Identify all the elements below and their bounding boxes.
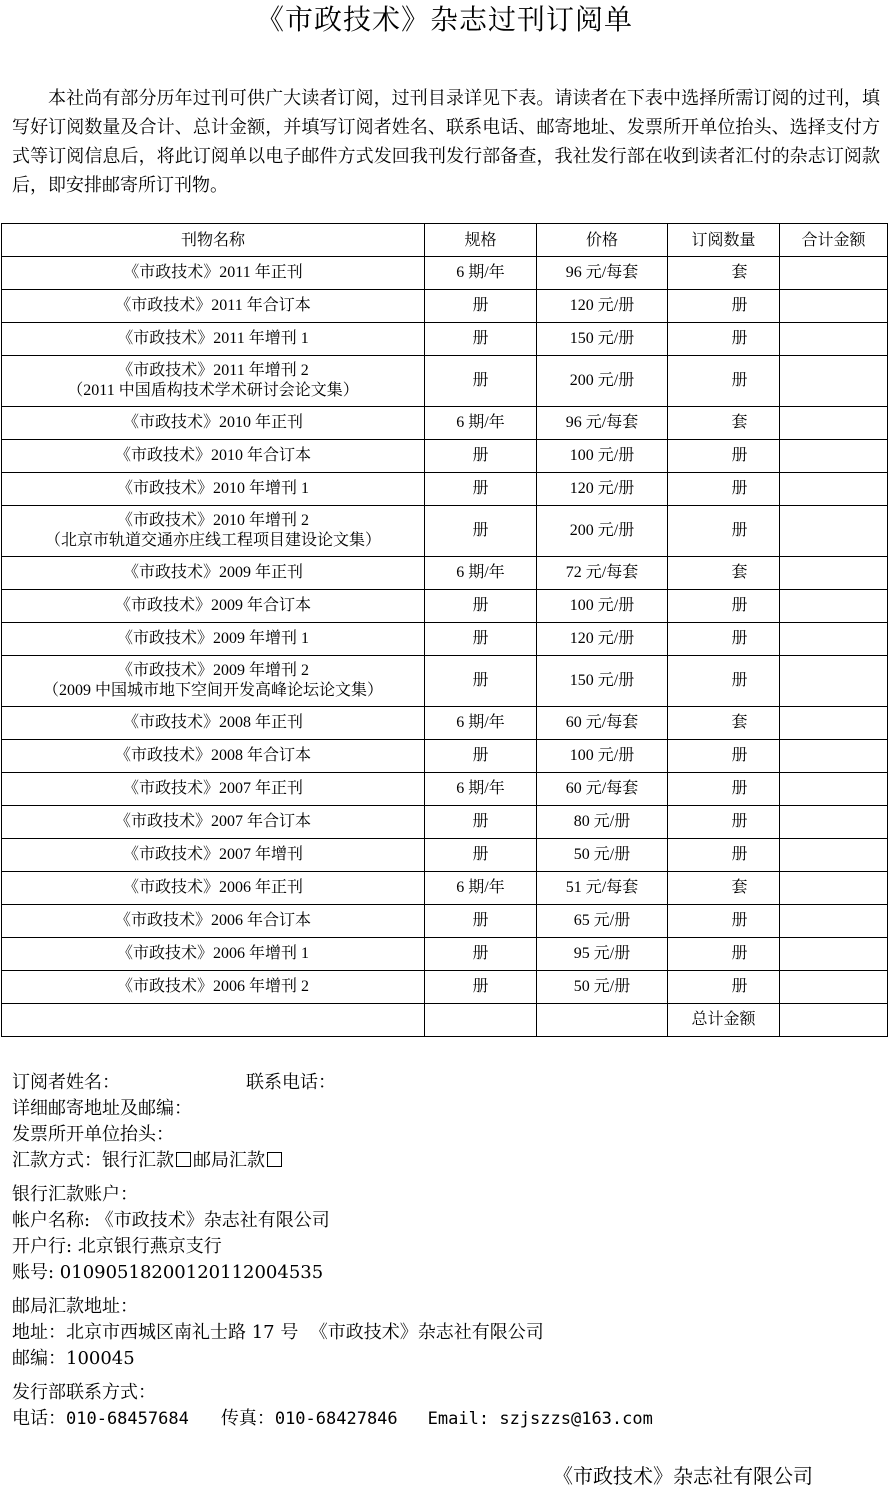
price-cell: 200 元/册 bbox=[537, 356, 668, 407]
phone-label: 联系电话： bbox=[246, 1072, 336, 1093]
spec-cell: 册 bbox=[425, 938, 537, 971]
quantity-cell[interactable]: 册 bbox=[668, 806, 780, 839]
contact-phone-label: 电话： bbox=[12, 1408, 66, 1429]
quantity-cell[interactable]: 册 bbox=[668, 290, 780, 323]
publication-name: 《市政技术》2008 年正刊 bbox=[122, 714, 303, 731]
contact-phone: 010-68457684 bbox=[66, 1409, 189, 1429]
quantity-cell[interactable]: 册 bbox=[668, 740, 780, 773]
publication-name-cell bbox=[2, 290, 425, 323]
post-transfer-checkbox[interactable] bbox=[267, 1152, 282, 1167]
header-name: 刊物名称 bbox=[2, 224, 425, 257]
contact-heading: 发行部联系方式： bbox=[12, 1382, 156, 1403]
amount-cell[interactable] bbox=[780, 407, 888, 440]
intro-paragraph: 本社尚有部分历年过刊可供广大读者订阅，过刊目录详见下表。请读者在下表中选择所需订阅的过刊，填写好订阅数量及合计、总计金额，并填写订阅者姓名、联系电话、邮寄地址、发票所开单位抬头、选择支付方式等订阅信息后，将此订阅单以电子邮件方式发回我刊发行部备查，我社发行部在收到读者汇付的杂志订阅款后，即安排邮寄所订刊物。 bbox=[12, 88, 880, 196]
quantity-cell[interactable]: 册 bbox=[668, 623, 780, 656]
amount-cell[interactable] bbox=[780, 356, 888, 407]
payment-bank-label: 银行汇款 bbox=[102, 1150, 174, 1171]
table-row bbox=[2, 656, 888, 707]
publication-name: 《市政技术》2009 年合订本 bbox=[114, 597, 311, 614]
amount-cell[interactable] bbox=[780, 590, 888, 623]
amount-cell[interactable] bbox=[780, 557, 888, 590]
table-row bbox=[2, 773, 888, 806]
total-label: 总计金额 bbox=[668, 1004, 780, 1037]
post-address: 地址：北京市西城区南礼士路 17 号 《市政技术》杂志社有限公司 bbox=[12, 1322, 544, 1343]
table-row bbox=[2, 806, 888, 839]
spec-cell: 册 bbox=[425, 623, 537, 656]
total-row bbox=[2, 1004, 888, 1037]
price-cell: 50 元/册 bbox=[537, 971, 668, 1004]
post-zip: 邮编：100045 bbox=[12, 1348, 135, 1369]
amount-cell[interactable] bbox=[780, 905, 888, 938]
amount-cell[interactable] bbox=[780, 806, 888, 839]
quantity-cell[interactable]: 册 bbox=[668, 839, 780, 872]
price-cell: 95 元/册 bbox=[537, 938, 668, 971]
price-cell: 51 元/每套 bbox=[537, 872, 668, 905]
price-cell: 120 元/册 bbox=[537, 473, 668, 506]
contact-email-link[interactable]: szjszzs@163.com bbox=[499, 1409, 653, 1429]
publication-name: 《市政技术》2010 年正刊 bbox=[122, 414, 303, 431]
publication-name-cell bbox=[2, 839, 425, 872]
table-row bbox=[2, 707, 888, 740]
publication-name: 《市政技术》2006 年合订本 bbox=[114, 912, 311, 929]
publication-name-cell bbox=[2, 623, 425, 656]
table-row bbox=[2, 323, 888, 356]
bank-transfer-checkbox[interactable] bbox=[176, 1152, 191, 1167]
table-row bbox=[2, 290, 888, 323]
spec-cell: 册 bbox=[425, 740, 537, 773]
publication-name: 《市政技术》2006 年正刊 bbox=[122, 879, 303, 896]
price-cell: 120 元/册 bbox=[537, 623, 668, 656]
publication-name-cell bbox=[2, 773, 425, 806]
spec-cell: 6 期/年 bbox=[425, 707, 537, 740]
amount-cell[interactable] bbox=[780, 740, 888, 773]
quantity-cell[interactable]: 册 bbox=[668, 773, 780, 806]
amount-cell[interactable] bbox=[780, 872, 888, 905]
publication-name: 《市政技术》2011 年合订本 bbox=[115, 297, 311, 314]
bank-account-number: 账号: 01090518200120112004535 bbox=[12, 1262, 324, 1283]
payment-post-label: 邮局汇款 bbox=[193, 1150, 265, 1171]
table-row bbox=[2, 623, 888, 656]
spec-cell: 册 bbox=[425, 440, 537, 473]
publication-name: 《市政技术》2009 年正刊 bbox=[122, 564, 303, 581]
publication-name-cell bbox=[2, 938, 425, 971]
total-blank-cell bbox=[2, 1004, 425, 1037]
spec-cell: 册 bbox=[425, 290, 537, 323]
spec-cell: 6 期/年 bbox=[425, 872, 537, 905]
header-spec: 规格 bbox=[425, 224, 537, 257]
header-quantity: 订阅数量 bbox=[668, 224, 780, 257]
price-cell: 72 元/每套 bbox=[537, 557, 668, 590]
contact-fax: 010-68427846 bbox=[274, 1409, 398, 1429]
publication-name: 《市政技术》2011 年增刊 1 bbox=[117, 330, 309, 347]
payment-line bbox=[12, 1148, 882, 1174]
bank-heading: 银行汇款账户： bbox=[12, 1184, 138, 1205]
publication-name: 《市政技术》2008 年合订本 bbox=[114, 747, 311, 764]
table-row bbox=[2, 740, 888, 773]
table-row bbox=[2, 257, 888, 290]
publication-subtitle: （2011 中国盾构技术学术研讨会论文集） bbox=[67, 382, 359, 399]
table-row bbox=[2, 839, 888, 872]
total-amount-cell[interactable] bbox=[780, 1004, 888, 1037]
table-row bbox=[2, 872, 888, 905]
spec-cell: 6 期/年 bbox=[425, 407, 537, 440]
publication-name-cell bbox=[2, 971, 425, 1004]
spec-cell: 册 bbox=[425, 506, 537, 557]
price-cell: 150 元/册 bbox=[537, 323, 668, 356]
publication-name-cell bbox=[2, 557, 425, 590]
publication-name-cell bbox=[2, 590, 425, 623]
publication-name-cell bbox=[2, 473, 425, 506]
spec-cell: 册 bbox=[425, 905, 537, 938]
amount-cell[interactable] bbox=[780, 323, 888, 356]
publication-name: 《市政技术》2007 年合订本 bbox=[114, 813, 311, 830]
spec-cell: 6 期/年 bbox=[425, 773, 537, 806]
publication-name: 《市政技术》2006 年增刊 1 bbox=[116, 945, 309, 962]
table-row bbox=[2, 440, 888, 473]
quantity-cell[interactable]: 套 bbox=[668, 557, 780, 590]
spec-cell: 册 bbox=[425, 473, 537, 506]
spec-cell: 册 bbox=[425, 971, 537, 1004]
table-row bbox=[2, 590, 888, 623]
publication-subtitle: （2009 中国城市地下空间开发高峰论坛论文集） bbox=[42, 682, 383, 699]
subscriber-name-label: 订阅者姓名： bbox=[12, 1072, 120, 1093]
publication-name: 《市政技术》2009 年增刊 1 bbox=[116, 630, 309, 647]
price-cell: 60 元/每套 bbox=[537, 707, 668, 740]
quantity-cell[interactable]: 套 bbox=[668, 407, 780, 440]
publication-name-cell bbox=[2, 740, 425, 773]
amount-cell[interactable] bbox=[780, 971, 888, 1004]
quantity-cell[interactable]: 册 bbox=[668, 440, 780, 473]
publication-name-cell bbox=[2, 356, 425, 407]
price-cell: 100 元/册 bbox=[537, 740, 668, 773]
spec-cell: 册 bbox=[425, 806, 537, 839]
table-row bbox=[2, 905, 888, 938]
table-row bbox=[2, 473, 888, 506]
contact-fax-label: 传真： bbox=[220, 1408, 275, 1429]
table-row bbox=[2, 506, 888, 557]
publication-name: 《市政技术》2007 年增刊 bbox=[122, 846, 303, 863]
publication-name-cell bbox=[2, 440, 425, 473]
publication-name-cell bbox=[2, 257, 425, 290]
total-blank-cell bbox=[537, 1004, 668, 1037]
publication-name-cell bbox=[2, 656, 425, 707]
amount-cell[interactable] bbox=[780, 938, 888, 971]
total-blank-cell bbox=[425, 1004, 537, 1037]
price-cell: 50 元/册 bbox=[537, 839, 668, 872]
contact-line bbox=[12, 1406, 882, 1432]
quantity-cell[interactable]: 册 bbox=[668, 323, 780, 356]
publication-subtitle: （北京市轨道交通亦庄线工程项目建设论文集） bbox=[44, 532, 381, 549]
price-cell: 60 元/每套 bbox=[537, 773, 668, 806]
table-row bbox=[2, 407, 888, 440]
table-row bbox=[2, 971, 888, 1004]
publication-name: 《市政技术》2011 年正刊 bbox=[123, 264, 303, 281]
amount-cell[interactable] bbox=[780, 656, 888, 707]
amount-cell[interactable] bbox=[780, 257, 888, 290]
price-cell: 100 元/册 bbox=[537, 440, 668, 473]
spec-cell: 册 bbox=[425, 356, 537, 407]
subscriber-info bbox=[12, 1070, 882, 1432]
order-table-body bbox=[2, 257, 888, 1004]
price-cell: 150 元/册 bbox=[537, 656, 668, 707]
quantity-cell[interactable]: 册 bbox=[668, 356, 780, 407]
header-price: 价格 bbox=[537, 224, 668, 257]
price-cell: 200 元/册 bbox=[537, 506, 668, 557]
publication-name: 《市政技术》2011 年增刊 2 bbox=[117, 362, 309, 379]
publication-name: 《市政技术》2006 年增刊 2 bbox=[116, 978, 309, 995]
quantity-cell[interactable]: 册 bbox=[668, 971, 780, 1004]
spec-cell: 册 bbox=[425, 839, 537, 872]
amount-cell[interactable] bbox=[780, 440, 888, 473]
contact-email-label: Email: bbox=[427, 1409, 490, 1429]
amount-cell[interactable] bbox=[780, 290, 888, 323]
amount-cell[interactable] bbox=[780, 473, 888, 506]
invoice-label: 发票所开单位抬头： bbox=[12, 1124, 174, 1145]
address-label: 详细邮寄地址及邮编： bbox=[12, 1098, 192, 1119]
bank-name: 开户行: 北京银行燕京支行 bbox=[12, 1236, 222, 1257]
amount-cell[interactable] bbox=[780, 623, 888, 656]
table-row bbox=[2, 938, 888, 971]
price-cell: 80 元/册 bbox=[537, 806, 668, 839]
publication-name: 《市政技术》2009 年增刊 2 bbox=[116, 662, 309, 679]
bank-account-name: 帐户名称: 《市政技术》杂志社有限公司 bbox=[12, 1210, 330, 1231]
publisher-signature: 《市政技术》杂志社有限公司 bbox=[553, 1464, 813, 1488]
spec-cell: 册 bbox=[425, 656, 537, 707]
spec-cell: 册 bbox=[425, 323, 537, 356]
quantity-cell[interactable]: 册 bbox=[668, 590, 780, 623]
post-heading: 邮局汇款地址： bbox=[12, 1296, 138, 1317]
publication-name-cell bbox=[2, 806, 425, 839]
amount-cell[interactable] bbox=[780, 839, 888, 872]
quantity-cell[interactable]: 册 bbox=[668, 473, 780, 506]
table-row bbox=[2, 557, 888, 590]
quantity-cell[interactable]: 册 bbox=[668, 938, 780, 971]
quantity-cell[interactable]: 册 bbox=[668, 905, 780, 938]
quantity-cell[interactable]: 套 bbox=[668, 707, 780, 740]
payment-label: 汇款方式： bbox=[12, 1150, 102, 1171]
publication-name: 《市政技术》2010 年增刊 1 bbox=[116, 480, 309, 497]
publication-name-cell bbox=[2, 323, 425, 356]
publication-name: 《市政技术》2007 年正刊 bbox=[122, 780, 303, 797]
price-cell: 65 元/册 bbox=[537, 905, 668, 938]
publication-name-cell bbox=[2, 407, 425, 440]
publication-name-cell bbox=[2, 872, 425, 905]
price-cell: 96 元/每套 bbox=[537, 257, 668, 290]
quantity-cell[interactable]: 套 bbox=[668, 872, 780, 905]
amount-cell[interactable] bbox=[780, 773, 888, 806]
price-cell: 96 元/每套 bbox=[537, 407, 668, 440]
page-title: 《市政技术》杂志过刊订阅单 bbox=[255, 3, 633, 36]
table-row bbox=[2, 356, 888, 407]
spec-cell: 6 期/年 bbox=[425, 557, 537, 590]
publication-name: 《市政技术》2010 年合订本 bbox=[114, 447, 311, 464]
publication-name: 《市政技术》2010 年增刊 2 bbox=[116, 512, 309, 529]
name-phone-line bbox=[12, 1070, 882, 1096]
price-cell: 120 元/册 bbox=[537, 290, 668, 323]
amount-cell[interactable] bbox=[780, 707, 888, 740]
publication-name-cell bbox=[2, 707, 425, 740]
quantity-cell[interactable]: 套 bbox=[668, 257, 780, 290]
header-amount: 合计金额 bbox=[780, 224, 888, 257]
spec-cell: 6 期/年 bbox=[425, 257, 537, 290]
quantity-cell[interactable]: 册 bbox=[668, 656, 780, 707]
table-header-row bbox=[2, 224, 888, 257]
spec-cell: 册 bbox=[425, 590, 537, 623]
publication-name-cell bbox=[2, 905, 425, 938]
quantity-cell[interactable]: 册 bbox=[668, 506, 780, 557]
publication-name-cell bbox=[2, 506, 425, 557]
order-table bbox=[1, 223, 888, 1037]
amount-cell[interactable] bbox=[780, 506, 888, 557]
price-cell: 100 元/册 bbox=[537, 590, 668, 623]
